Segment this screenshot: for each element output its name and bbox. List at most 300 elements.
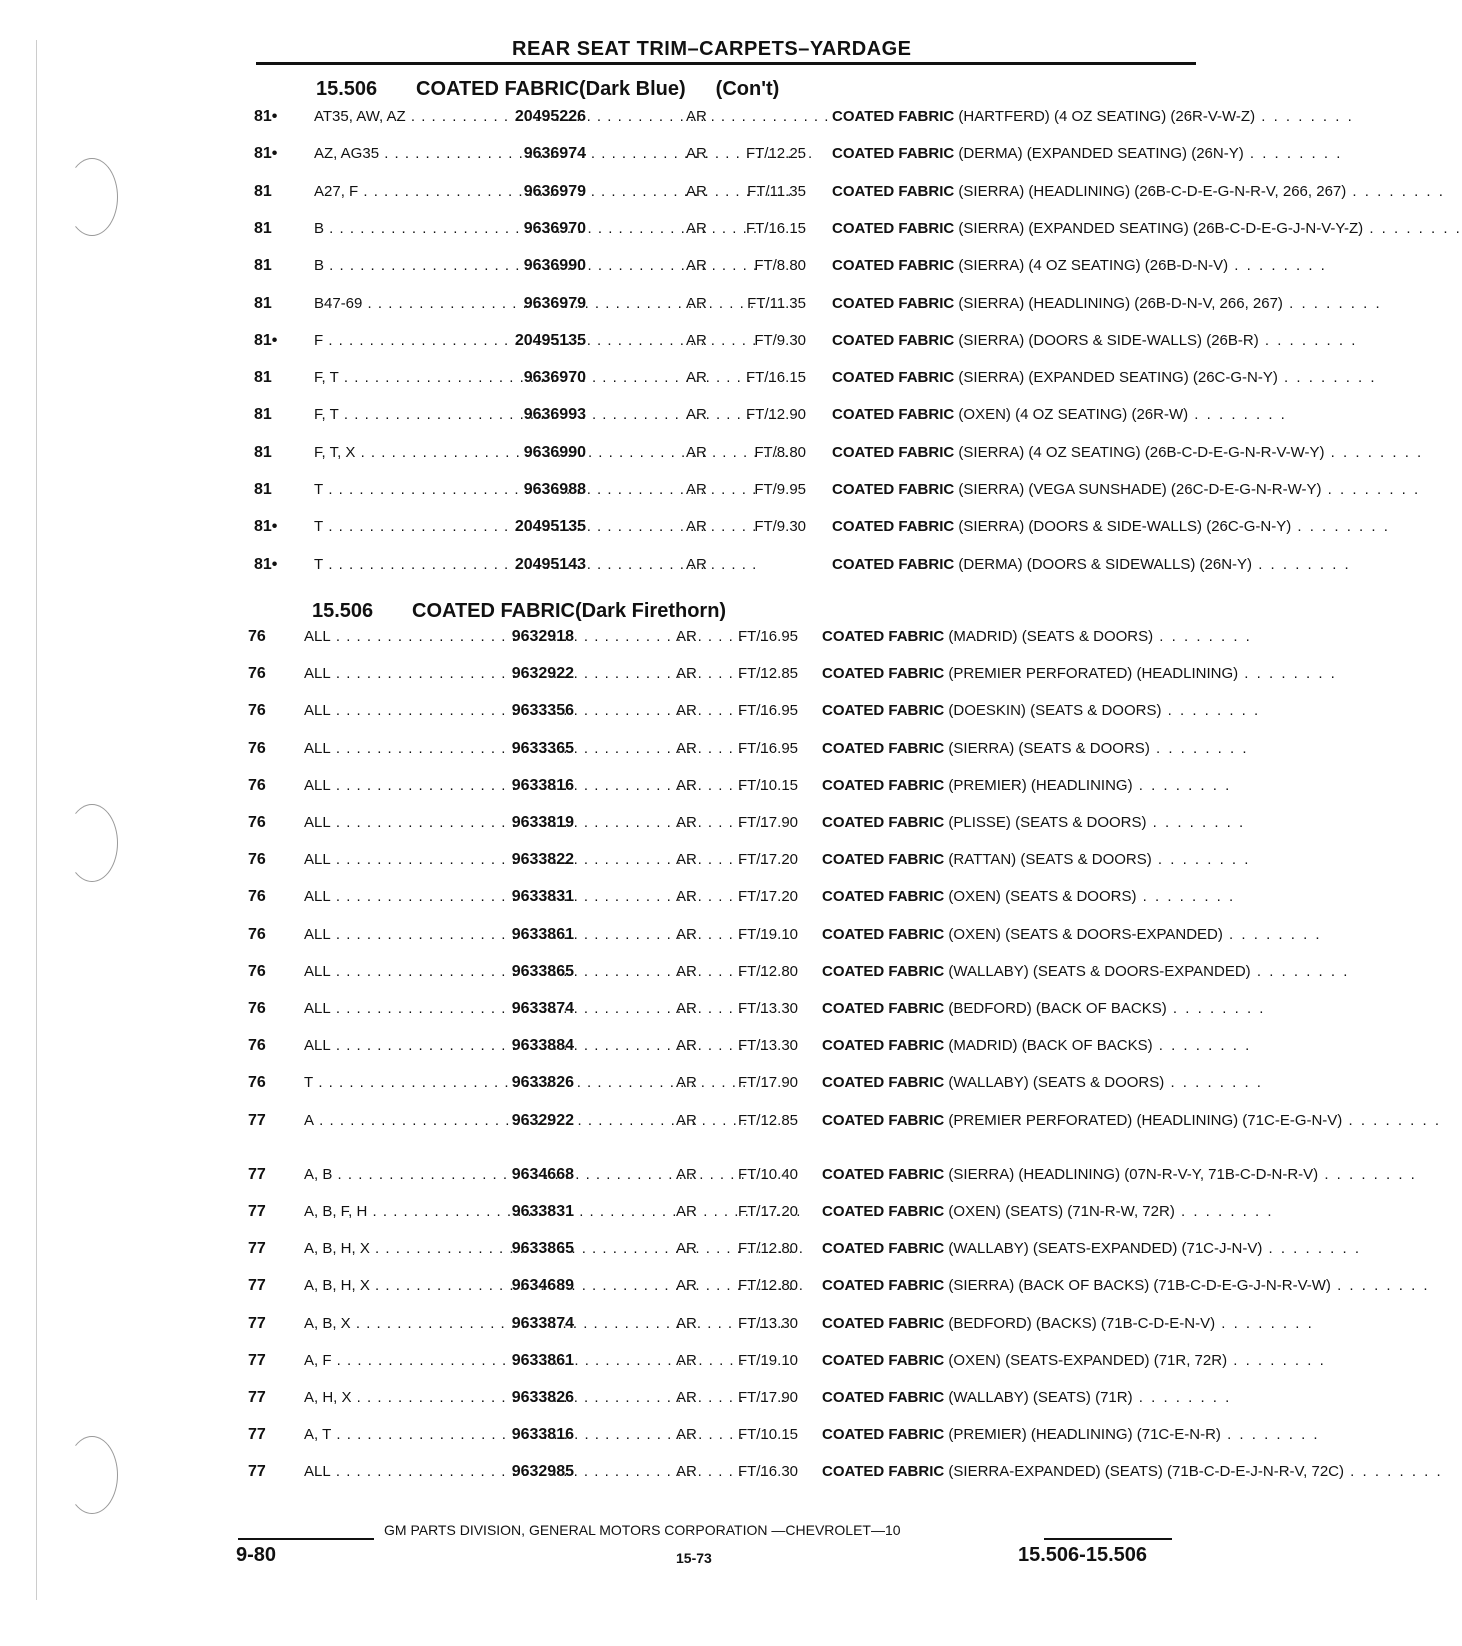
figure-number: 81• bbox=[254, 331, 278, 349]
description bbox=[822, 628, 1252, 646]
leader-dots: . . . . . . . . bbox=[1164, 1074, 1263, 1092]
price: FT/12.85 bbox=[737, 665, 798, 683]
price: FT/11.35 bbox=[747, 182, 806, 200]
leader-dots: . . . . . . . . bbox=[1243, 145, 1343, 163]
table-row bbox=[0, 888, 1280, 925]
figure-number: 81• bbox=[254, 518, 278, 536]
series-cell: T . . . bbox=[304, 1074, 574, 1091]
table-row bbox=[0, 814, 1280, 851]
description-text: (DOESKIN) (SEATS & DOORS) bbox=[944, 702, 1162, 720]
description bbox=[832, 443, 1424, 462]
description-keyword: COATED FABRIC bbox=[832, 145, 955, 163]
description bbox=[822, 1426, 1320, 1444]
series-cell: ALL . . . bbox=[304, 1000, 574, 1017]
series-cell: ALL . . . bbox=[304, 814, 574, 831]
quantity: AR bbox=[676, 1074, 697, 1092]
description-text: (OXEN) (SEATS-EXPANDED) (71R, 72R) bbox=[944, 1351, 1228, 1369]
description-text: (SIERRA) (VEGA SUNSHADE) (26C-D-E-G-N-R-W-Y) bbox=[954, 481, 1322, 498]
description bbox=[832, 331, 1358, 350]
leader-dots: . . . . . . . . bbox=[1277, 369, 1377, 387]
table-row bbox=[0, 1463, 1443, 1500]
section-code: 15.506 bbox=[316, 78, 378, 100]
description-text: (SIERRA) (SEATS & DOORS) bbox=[944, 739, 1150, 757]
leader-dots: . . . . . . . . bbox=[1321, 481, 1421, 498]
description-keyword: COATED FABRIC bbox=[822, 1277, 945, 1295]
part-number: 9633826 bbox=[511, 1074, 574, 1092]
quantity: AR bbox=[676, 665, 697, 683]
table-row bbox=[0, 1165, 1417, 1203]
price: FT/17.90 bbox=[737, 814, 798, 831]
quantity: AR bbox=[686, 294, 707, 312]
description bbox=[822, 888, 1236, 906]
description-text: (OXEN) (SEATS) (71N-R-W, 72R) bbox=[944, 1203, 1175, 1220]
description-text: (WALLABY) (SEATS & DOORS-EXPANDED) bbox=[944, 962, 1251, 980]
figure-number: 77 bbox=[248, 1351, 266, 1369]
description bbox=[822, 1277, 1430, 1295]
part-number: 9632918 bbox=[511, 628, 574, 645]
table-row bbox=[0, 443, 1424, 481]
description bbox=[832, 219, 1462, 238]
leader-dots: . . . . . . . . bbox=[1149, 739, 1249, 757]
part-number: 9633884 bbox=[511, 1037, 574, 1055]
series-cell: F, T . . . bbox=[314, 406, 584, 423]
description-text: (SIERRA) (BACK OF BACKS) (71B-C-D-E-G-J-N-R-V-W) bbox=[944, 1277, 1331, 1295]
figure-number: 76 bbox=[248, 776, 266, 794]
table-row bbox=[0, 740, 1280, 777]
table-row bbox=[0, 1351, 1326, 1389]
description-keyword: COATED FABRIC bbox=[832, 294, 955, 312]
quantity: AR bbox=[676, 1277, 697, 1295]
table-row bbox=[0, 1240, 1362, 1277]
price: FT/9.30 bbox=[754, 518, 806, 536]
description-keyword: COATED FABRIC bbox=[832, 443, 955, 461]
part-number: 9636970 bbox=[523, 369, 586, 387]
table-row bbox=[0, 1389, 1280, 1426]
price: FT/12.85 bbox=[737, 1111, 798, 1129]
figure-number: 81• bbox=[254, 108, 278, 125]
description bbox=[832, 555, 1351, 574]
leader-dots: . . . . . . . . bbox=[1222, 925, 1322, 943]
leader-dots: . . . . . . . . bbox=[1228, 257, 1327, 275]
figure-number: 76 bbox=[248, 1000, 266, 1017]
price: FT/8.80 bbox=[754, 257, 806, 275]
description-text: (SIERRA) (4 OZ SEATING) (26B-C-D-E-G-N-R-V-W-Y) bbox=[954, 443, 1325, 461]
leader-dots: . . . . . . . . bbox=[1151, 851, 1251, 869]
quantity: AR bbox=[676, 776, 697, 794]
quantity: AR bbox=[686, 145, 707, 163]
table-row bbox=[0, 1111, 1441, 1149]
table-row bbox=[0, 1277, 1430, 1314]
description-text: (BEDFORD) (BACKS) (71B-C-D-E-N-V) bbox=[944, 1314, 1216, 1332]
price: FT/9.30 bbox=[754, 331, 806, 349]
part-number: 9633865 bbox=[511, 962, 574, 980]
series-cell: A, T . . . bbox=[304, 1426, 574, 1443]
quantity: AR bbox=[676, 1426, 697, 1444]
description-text: (PREMIER PERFORATED) (HEADLINING) (71C-E-G-N-V) bbox=[944, 1111, 1343, 1129]
description-text: (HARTFERD) (4 OZ SEATING) (26R-V-W-Z) bbox=[954, 108, 1256, 125]
description-text: (OXEN) (4 OZ SEATING) (26R-W) bbox=[954, 406, 1189, 424]
description bbox=[832, 481, 1421, 499]
leader-dots: . . . . . . . . bbox=[1136, 888, 1236, 906]
section-title: COATED FABRIC(Dark Firethorn) bbox=[412, 600, 727, 622]
price: FT/10.15 bbox=[737, 1426, 798, 1444]
description-keyword: COATED FABRIC bbox=[822, 888, 945, 906]
price: FT/19.10 bbox=[737, 925, 798, 943]
description-keyword: COATED FABRIC bbox=[822, 814, 945, 831]
description-keyword: COATED FABRIC bbox=[822, 1240, 945, 1258]
quantity: AR bbox=[686, 555, 707, 573]
price: FT/12.80 bbox=[737, 1277, 798, 1295]
price: FT/8.80 bbox=[754, 443, 806, 461]
part-number: 9634689 bbox=[511, 1277, 574, 1295]
leader-dots: . . . . . . . . bbox=[1220, 1426, 1320, 1444]
quantity: AR bbox=[676, 1463, 697, 1481]
part-number: 9636979 bbox=[523, 294, 586, 312]
description bbox=[822, 1111, 1441, 1130]
figure-number: 81• bbox=[254, 145, 278, 163]
price: FT/16.95 bbox=[737, 702, 798, 720]
table-row bbox=[0, 555, 1351, 593]
description bbox=[832, 145, 1343, 163]
description bbox=[822, 814, 1246, 832]
description-text: (SIERRA) (HEADLINING) (26B-C-D-E-G-N-R-V, 266, 267) bbox=[954, 182, 1347, 200]
table-row bbox=[0, 108, 1354, 145]
footer-date: 9-80 bbox=[236, 1544, 277, 1566]
title-rule bbox=[256, 62, 1196, 65]
description-keyword: COATED FABRIC bbox=[832, 406, 955, 424]
price: FT/16.95 bbox=[737, 628, 798, 645]
series-cell: T . . . bbox=[314, 518, 584, 535]
price: FT/16.15 bbox=[745, 369, 806, 387]
continued-label: (Con't) bbox=[715, 78, 780, 100]
price: FT/12.80 bbox=[737, 1240, 798, 1258]
price: FT/13.30 bbox=[737, 1314, 798, 1332]
part-number: 9634668 bbox=[511, 1165, 574, 1183]
price: FT/10.15 bbox=[737, 776, 798, 794]
table-row bbox=[0, 851, 1280, 888]
series-cell: T . . . bbox=[314, 481, 584, 498]
quantity: AR bbox=[686, 108, 707, 125]
description-text: (SIERRA) (HEADLINING) (26B-D-N-V, 266, 267) bbox=[954, 294, 1283, 312]
series-cell: ALL . . . bbox=[304, 777, 574, 794]
leader-dots: . . . . . . . . bbox=[1188, 406, 1287, 424]
series-cell: A, F . . . bbox=[304, 1352, 574, 1369]
figure-number: 76 bbox=[248, 962, 266, 980]
price: FT/16.95 bbox=[737, 739, 798, 757]
figure-number: 77 bbox=[248, 1463, 266, 1481]
leader-dots: . . . . . . . . bbox=[1318, 1165, 1417, 1183]
part-number: 9632985 bbox=[511, 1463, 574, 1481]
description bbox=[822, 1463, 1443, 1481]
figure-number: 77 bbox=[248, 1240, 266, 1258]
quantity: AR bbox=[676, 1240, 697, 1258]
quantity: AR bbox=[676, 1203, 697, 1220]
description bbox=[822, 962, 1350, 981]
quantity: AR bbox=[676, 925, 697, 943]
part-number: 9636979 bbox=[523, 182, 586, 200]
price: FT/13.30 bbox=[737, 1000, 798, 1017]
series-cell: F, T, X . . . bbox=[314, 444, 584, 461]
figure-number: 76 bbox=[248, 851, 266, 869]
price: FT/16.15 bbox=[745, 219, 806, 237]
series-cell: ALL . . . bbox=[304, 740, 574, 757]
description-text: (WALLABY) (SEATS-EXPANDED) (71C-J-N-V) bbox=[944, 1240, 1263, 1258]
description-keyword: COATED FABRIC bbox=[822, 665, 945, 683]
description-text: (DERMA) (DOORS & SIDEWALLS) (26N-Y) bbox=[954, 555, 1253, 573]
description-keyword: COATED FABRIC bbox=[822, 776, 945, 794]
page-title: REAR SEAT TRIM–CARPETS–YARDAGE bbox=[512, 38, 912, 60]
part-number: 9633819 bbox=[511, 814, 574, 831]
figure-number: 77 bbox=[248, 1314, 266, 1332]
table-row bbox=[0, 1037, 1280, 1074]
figure-number: 76 bbox=[248, 1074, 266, 1092]
series-cell: T . . . bbox=[314, 556, 584, 573]
part-number: 9632922 bbox=[511, 1111, 574, 1129]
part-number: 9633865 bbox=[511, 1240, 574, 1258]
leader-dots: . . . . . . . . bbox=[1152, 1037, 1252, 1055]
footer-publisher: GM PARTS DIVISION, GENERAL MOTORS CORPORATION —CHEVROLET—10 bbox=[384, 1522, 901, 1538]
figure-number: 81 bbox=[254, 443, 272, 461]
description bbox=[822, 851, 1251, 869]
description-keyword: COATED FABRIC bbox=[832, 555, 955, 573]
part-number: 9633365 bbox=[511, 739, 574, 757]
description-keyword: COATED FABRIC bbox=[832, 369, 955, 387]
quantity: AR bbox=[676, 962, 697, 980]
price: FT/13.30 bbox=[737, 1037, 798, 1055]
description-text: (DERMA) (EXPANDED SEATING) (26N-Y) bbox=[954, 145, 1244, 163]
quantity: AR bbox=[676, 851, 697, 869]
description bbox=[822, 1074, 1263, 1092]
description bbox=[822, 665, 1337, 683]
part-number: 9633831 bbox=[511, 888, 574, 906]
part-number: 9633874 bbox=[511, 1000, 574, 1017]
series-cell: ALL . . . bbox=[304, 665, 574, 682]
leader-dots: . . . . . . . . bbox=[1161, 702, 1261, 720]
leader-dots: . . . . . . . . bbox=[1153, 628, 1252, 645]
description-keyword: COATED FABRIC bbox=[822, 1203, 945, 1220]
figure-number: 76 bbox=[248, 702, 266, 720]
quantity: AR bbox=[686, 518, 707, 536]
description bbox=[822, 776, 1232, 795]
table-row bbox=[0, 1000, 1280, 1037]
description-text: (SIERRA) (EXPANDED SEATING) (26C-G-N-Y) bbox=[954, 369, 1278, 387]
footer-section-range: 15.506-15.506 bbox=[1018, 1544, 1148, 1566]
figure-number: 76 bbox=[248, 1037, 266, 1055]
description-keyword: COATED FABRIC bbox=[822, 1000, 945, 1017]
price: FT/12.25 bbox=[745, 145, 806, 163]
description-text: (PREMIER) (HEADLINING) (71C-E-N-R) bbox=[944, 1426, 1221, 1444]
quantity: AR bbox=[686, 369, 707, 387]
part-number: 20495226 bbox=[514, 108, 586, 125]
series-cell: ALL . . . bbox=[304, 702, 574, 719]
figure-number: 76 bbox=[248, 814, 266, 831]
table-row bbox=[0, 406, 1287, 443]
quantity: AR bbox=[686, 481, 707, 498]
description bbox=[822, 1389, 1232, 1407]
description bbox=[822, 1165, 1417, 1184]
description-keyword: COATED FABRIC bbox=[822, 962, 945, 980]
description-text: (MADRID) (SEATS & DOORS) bbox=[944, 628, 1154, 645]
price: FT/11.35 bbox=[747, 294, 806, 312]
table-row bbox=[0, 481, 1421, 518]
part-number: 9636974 bbox=[523, 145, 586, 163]
price: FT/10.40 bbox=[737, 1165, 798, 1183]
price: FT/16.30 bbox=[737, 1463, 798, 1481]
leader-dots: . . . . . . . . bbox=[1344, 1463, 1443, 1481]
part-number: 20495135 bbox=[514, 518, 586, 536]
leader-dots: . . . . . . . . bbox=[1238, 665, 1337, 683]
part-number: 9636993 bbox=[523, 406, 586, 424]
description-keyword: COATED FABRIC bbox=[832, 331, 955, 349]
quantity: AR bbox=[676, 814, 697, 831]
description-text: (SIERRA) (HEADLINING) (07N-R-V-Y, 71B-C-D-N-R-V) bbox=[944, 1165, 1319, 1183]
description-text: (OXEN) (SEATS & DOORS) bbox=[944, 888, 1137, 906]
quantity: AR bbox=[676, 888, 697, 906]
price: FT/17.20 bbox=[737, 888, 798, 906]
description bbox=[832, 369, 1377, 387]
price: FT/17.90 bbox=[737, 1074, 798, 1092]
description bbox=[832, 182, 1445, 201]
description bbox=[832, 294, 1382, 313]
price: FT/9.95 bbox=[754, 481, 806, 498]
description-text: (WALLABY) (SEATS & DOORS) bbox=[944, 1074, 1165, 1092]
series-cell: F . . . bbox=[314, 332, 584, 349]
quantity: AR bbox=[676, 1351, 697, 1369]
part-number: 9633816 bbox=[511, 776, 574, 794]
table-row bbox=[0, 1426, 1320, 1463]
leader-dots: . . . . . . . . bbox=[1132, 776, 1232, 794]
series-cell: A, B, F, H . . . bbox=[304, 1203, 574, 1220]
description-keyword: COATED FABRIC bbox=[832, 257, 955, 275]
leader-dots: . . . . . . . . bbox=[1363, 219, 1462, 237]
figure-number: 81 bbox=[254, 294, 272, 312]
quantity: AR bbox=[676, 628, 697, 645]
leader-dots: . . . . . . . . bbox=[1227, 1351, 1326, 1369]
figure-number: 76 bbox=[248, 888, 266, 906]
footer-rule-left bbox=[238, 1538, 374, 1540]
description-text: (SIERRA) (EXPANDED SEATING) (26B-C-D-E-G-J-N-V-Y-Z) bbox=[954, 219, 1364, 237]
description bbox=[822, 1037, 1252, 1055]
figure-number: 76 bbox=[248, 628, 266, 645]
price: FT/17.20 bbox=[737, 851, 798, 869]
table-row bbox=[0, 369, 1377, 406]
series-cell: ALL . . . bbox=[304, 888, 574, 905]
price: FT/12.80 bbox=[737, 962, 798, 980]
footer-rule-right bbox=[1044, 1538, 1172, 1540]
series-cell: A, B, X . . . bbox=[304, 1315, 574, 1332]
description bbox=[822, 1203, 1274, 1221]
quantity: AR bbox=[686, 443, 707, 461]
leader-dots: . . . . . . . . bbox=[1252, 555, 1351, 573]
description-text: (SIERRA) (DOORS & SIDE-WALLS) (26C-G-N-Y) bbox=[954, 518, 1292, 536]
table-row bbox=[0, 331, 1358, 369]
quantity: AR bbox=[676, 1389, 697, 1406]
figure-number: 77 bbox=[248, 1203, 266, 1220]
table-row bbox=[0, 777, 1280, 814]
leader-dots: . . . . . . . . bbox=[1262, 1240, 1362, 1258]
section-title: COATED FABRIC(Dark Blue) bbox=[416, 78, 686, 100]
leader-dots: . . . . . . . . bbox=[1250, 962, 1350, 980]
table-row bbox=[0, 257, 1327, 294]
table-row bbox=[0, 219, 1462, 257]
part-number: 9633861 bbox=[511, 925, 574, 943]
table-row bbox=[0, 182, 1445, 220]
series-cell: ALL . . . bbox=[304, 1463, 574, 1480]
part-number: 9633356 bbox=[511, 702, 574, 720]
series-cell: ALL . . . bbox=[304, 851, 574, 868]
description-keyword: COATED FABRIC bbox=[822, 1426, 945, 1444]
price: FT/19.10 bbox=[737, 1351, 798, 1369]
description-keyword: COATED FABRIC bbox=[822, 1074, 945, 1092]
description-text: (SIERRA) (DOORS & SIDE-WALLS) (26B-R) bbox=[954, 331, 1259, 349]
leader-dots: . . . . . . . . bbox=[1282, 294, 1382, 312]
leader-dots: . . . . . . . . bbox=[1174, 1203, 1274, 1220]
figure-number: 76 bbox=[248, 665, 266, 683]
leader-dots: . . . . . . . . bbox=[1132, 1389, 1232, 1406]
figure-number: 77 bbox=[248, 1111, 266, 1129]
section-code: 15.506 bbox=[312, 600, 374, 622]
table-row bbox=[0, 518, 1390, 555]
description bbox=[822, 925, 1322, 944]
description-keyword: COATED FABRIC bbox=[832, 108, 955, 125]
series-cell: ALL . . . bbox=[304, 628, 574, 645]
description-keyword: COATED FABRIC bbox=[832, 219, 955, 237]
section-header-dark-firethorn bbox=[312, 600, 726, 623]
table-row bbox=[0, 702, 1280, 739]
description-text: (MADRID) (BACK OF BACKS) bbox=[944, 1037, 1153, 1055]
quantity: AR bbox=[676, 1111, 697, 1129]
description bbox=[822, 1351, 1326, 1370]
leader-dots: . . . . . . . . bbox=[1258, 331, 1358, 349]
description-text: (SIERRA) (4 OZ SEATING) (26B-D-N-V) bbox=[954, 257, 1229, 275]
description-keyword: COATED FABRIC bbox=[822, 1389, 945, 1406]
figure-number: 76 bbox=[248, 739, 266, 757]
leader-dots: . . . . . . . . bbox=[1342, 1111, 1441, 1129]
quantity: AR bbox=[686, 219, 707, 237]
leader-dots: . . . . . . . . bbox=[1255, 108, 1354, 125]
description-text: (SIERRA-EXPANDED) (SEATS) (71B-C-D-E-J-N-R-V, 72C) bbox=[944, 1463, 1344, 1481]
series-cell: F, T . . . bbox=[314, 369, 584, 386]
series-cell: AT35, AW, AZ . . . bbox=[314, 108, 584, 125]
description-keyword: COATED FABRIC bbox=[822, 1037, 945, 1055]
quantity: AR bbox=[676, 1314, 697, 1332]
description-keyword: COATED FABRIC bbox=[822, 1463, 945, 1481]
figure-number: 77 bbox=[248, 1165, 266, 1183]
description-text: (PREMIER PERFORATED) (HEADLINING) bbox=[944, 665, 1239, 683]
quantity: AR bbox=[676, 1037, 697, 1055]
table-row bbox=[0, 665, 1337, 702]
description bbox=[822, 1314, 1314, 1333]
leader-dots: . . . . . . . . bbox=[1324, 443, 1424, 461]
description bbox=[832, 406, 1287, 424]
quantity: AR bbox=[676, 739, 697, 757]
series-cell: A, H, X . . . bbox=[304, 1389, 574, 1406]
table-row bbox=[0, 1074, 1280, 1111]
part-number: 9633822 bbox=[511, 851, 574, 869]
table-row bbox=[0, 962, 1350, 1000]
leader-dots: . . . . . . . . bbox=[1346, 182, 1445, 200]
description-keyword: COATED FABRIC bbox=[822, 1314, 945, 1332]
part-number: 9633816 bbox=[511, 1426, 574, 1444]
description-text: (WALLABY) (SEATS) (71R) bbox=[944, 1389, 1133, 1406]
quantity: AR bbox=[676, 702, 697, 720]
description bbox=[822, 702, 1261, 720]
price: FT/12.90 bbox=[745, 406, 806, 424]
series-cell: A, B, H, X . . . bbox=[304, 1240, 574, 1257]
series-cell: ALL . . . bbox=[304, 1037, 574, 1054]
series-cell: A, B . . . bbox=[304, 1166, 574, 1183]
description-keyword: COATED FABRIC bbox=[832, 182, 955, 200]
